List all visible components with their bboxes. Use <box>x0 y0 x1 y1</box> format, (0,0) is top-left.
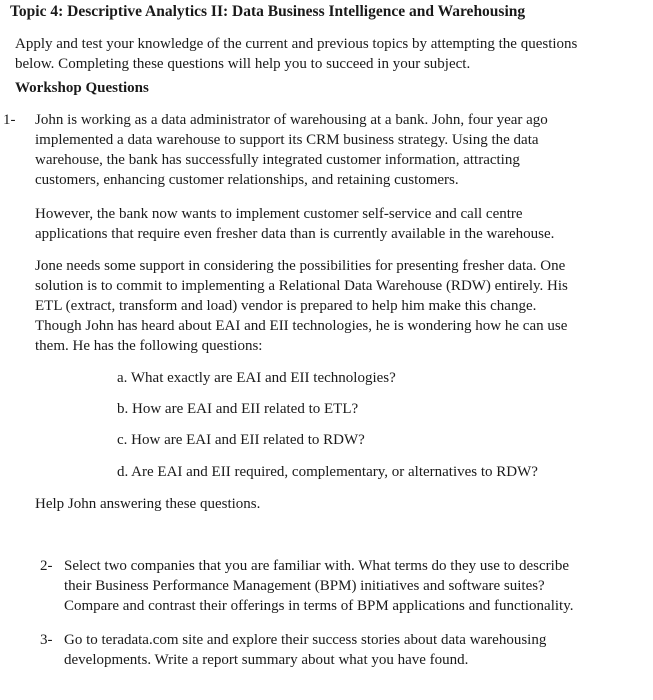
question-1-paragraph-2 <box>35 204 645 244</box>
sub-question-a: a. What exactly are EAI and EII technologies? <box>117 370 396 386</box>
question-2-number: 2- <box>40 558 53 574</box>
text-line: applications that require even fresher data than is currently available in the warehouse. <box>35 226 555 242</box>
intro-line: Apply and test your knowledge of the current and previous topics by attempting the questions <box>15 36 578 52</box>
question-3-number: 3- <box>40 632 53 648</box>
intro-paragraph <box>15 34 640 74</box>
question-1-number: 1- <box>3 112 16 128</box>
question-1-paragraph-1 <box>35 110 645 190</box>
text-line: However, the bank now wants to implement customer self-service and call centre <box>35 206 523 222</box>
text-line: ETL (extract, transform and load) vendor is prepared to help him make this change. <box>35 298 537 314</box>
text-line: them. He has the following questions: <box>35 338 263 354</box>
intro-line: below. Completing these questions will help you to succeed in your subject. <box>15 56 471 72</box>
text-line: customers, enhancing customer relationships, and retaining customers. <box>35 172 459 188</box>
question-1-paragraph-3 <box>35 256 645 356</box>
text-line: Though John has heard about EAI and EII technologies, he is wondering how he can use <box>35 318 568 334</box>
text-line: Compare and contrast their offerings in terms of BPM applications and functionality. <box>64 598 574 614</box>
text-line: Go to teradata.com site and explore their success stories about data warehousing <box>64 632 547 648</box>
workshop-heading: Workshop Questions <box>15 80 149 96</box>
page-title: Topic 4: Descriptive Analytics II: Data Business Intelligence and Warehousing <box>10 3 526 20</box>
text-line: solution is to commit to implementing a Relational Data Warehouse (RDW) entirely. His <box>35 278 568 294</box>
question-3-text <box>64 630 644 670</box>
text-line: Jone needs some support in considering the possibilities for presenting fresher data. One <box>35 258 566 274</box>
question-2-text <box>64 556 644 616</box>
text-line: John is working as a data administrator of warehousing at a bank. John, four year ago <box>35 112 548 128</box>
text-line: implemented a data warehouse to support its CRM business strategy. Using the data <box>35 132 539 148</box>
sub-question-c: c. How are EAI and EII related to RDW? <box>117 432 365 448</box>
sub-question-d: d. Are EAI and EII required, complementary, or alternatives to RDW? <box>117 464 538 480</box>
text-line: Select two companies that you are familiar with. What terms do they use to describe <box>64 558 569 574</box>
text-line: developments. Write a report summary about what you have found. <box>64 652 469 668</box>
text-line: their Business Performance Management (BPM) initiatives and software suites? <box>64 578 545 594</box>
question-1-closing: Help John answering these questions. <box>35 496 261 512</box>
text-line: warehouse, the bank has successfully integrated customer information, attracting <box>35 152 520 168</box>
sub-question-b: b. How are EAI and EII related to ETL? <box>117 401 359 417</box>
